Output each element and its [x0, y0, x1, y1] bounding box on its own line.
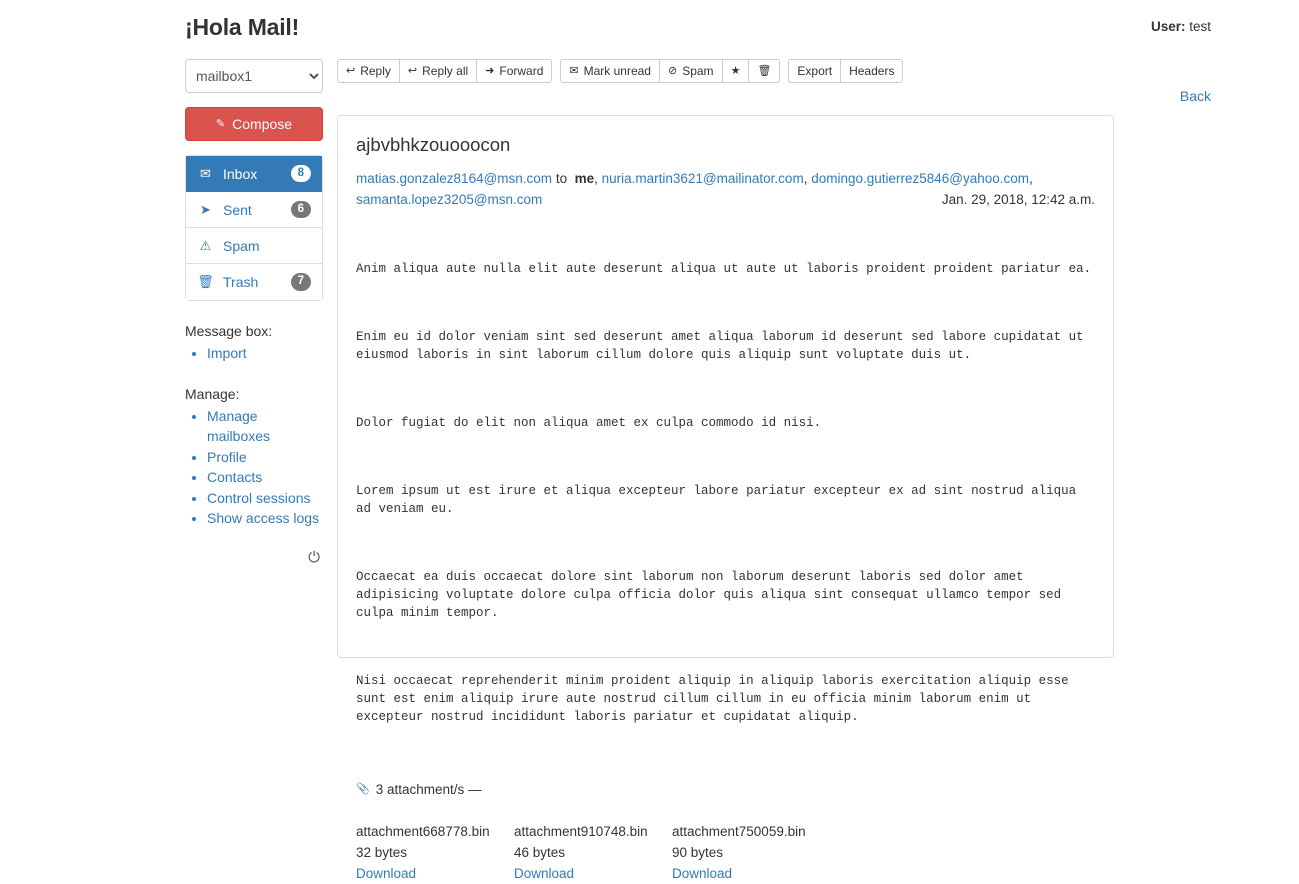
attachment-size: 32 bytes [356, 845, 408, 860]
logout-row [185, 549, 323, 566]
sidebar-item-trash[interactable] [186, 264, 322, 300]
download-link[interactable]: Download [356, 866, 417, 881]
forward-button[interactable] [476, 59, 552, 83]
sender-address[interactable]: matias.gonzalez8164@msn.com [356, 171, 553, 186]
sidebar-item-label: Inbox [223, 165, 258, 182]
back-link[interactable]: Back [1179, 88, 1211, 104]
link-manage-mailboxes[interactable]: Manage mailboxes [207, 407, 271, 444]
status-badge: 8 [291, 165, 311, 183]
delete-button[interactable] [748, 59, 780, 83]
attachments-list [356, 821, 1095, 884]
sidebar-nav [185, 155, 323, 301]
flag-button-group [560, 59, 780, 83]
message-recipients: matias.gonzalez8164@msn.com to me, nuria.martin3621@mailinator.com, domingo.gutierrez5846@yahoo.com, samanta.lopez3205@msn.com Jan. 29, 2018, 12:42 a.m. [356, 168, 1095, 210]
attachment-name: attachment668778.bin [356, 824, 490, 839]
forward-label: Forward [499, 64, 544, 78]
attachments-summary [356, 782, 1095, 797]
manage-title: Manage: [185, 385, 240, 402]
sidebar-item-spam[interactable] [186, 228, 322, 264]
reply-button[interactable] [337, 59, 400, 83]
link-profile[interactable]: Profile [207, 448, 247, 465]
reply-button-group [337, 59, 552, 83]
attachment-name: attachment750059.bin [672, 824, 806, 839]
reply-all-label: Reply all [422, 64, 469, 78]
export-label: Export [797, 64, 833, 78]
message-date: Jan. 29, 2018, 12:42 a.m. [941, 192, 1095, 207]
sidebar-item-label: Trash [223, 274, 259, 290]
to-label: to [555, 171, 568, 186]
send-icon: ➤ [200, 201, 211, 217]
warning-icon: ⚠ [199, 237, 212, 253]
sidebar-item-inbox[interactable] [186, 156, 322, 192]
mark-unread-button[interactable] [560, 59, 660, 83]
forward-icon: ➜ [485, 64, 495, 77]
list-item [207, 447, 323, 468]
headers-label: Headers [849, 64, 895, 78]
extra-button-group [788, 59, 903, 83]
recipient-address[interactable]: samanta.lopez3205@msn.com [356, 192, 543, 207]
paperclip-icon: 📎 [356, 783, 370, 795]
reply-all-button[interactable] [399, 59, 477, 83]
message-box-title: Message box: [185, 323, 273, 339]
link-contacts[interactable]: Contacts [207, 469, 263, 485]
reply-label: Reply [360, 64, 391, 78]
message-panel [337, 115, 1114, 881]
body-paragraph: Dolor fugiat do elit non aliqua amet ex culpa commodo id nisi. [356, 416, 822, 430]
list-item [207, 488, 323, 509]
sidebar-item-label: Spam [223, 237, 260, 254]
spam-button[interactable] [659, 59, 723, 83]
body-paragraph: Enim eu id dolor veniam sint sed deserunt amet aliqua laborum id deserunt sed labore cupidatat ut eiusmod laboris in sint laborum cillum dolore quis aliquip sunt voluptate duis ut. [356, 330, 1092, 362]
link-control-sessions[interactable]: Control sessions [207, 489, 311, 506]
envelope-icon: ✉ [569, 64, 579, 77]
list-item [514, 821, 672, 884]
attachments-summary-label: 3 attachment/s — [375, 782, 482, 797]
body-paragraph: Nisi occaecat reprehenderit minim proident aliquip in aliquip laboris exercitation aliquip esse sunt est enim aliquip irure aute nostrud cillum cillum in eu officia minim laborum enim ut excepteur nostrud incididunt laboris pariatur et cupidatat aliquip. [356, 674, 1077, 724]
user-label: User: [1150, 19, 1186, 34]
star-icon: ★ [730, 64, 741, 77]
user-name: test [1189, 19, 1211, 34]
export-button[interactable] [788, 59, 841, 83]
user-info [1151, 19, 1211, 34]
star-button[interactable] [722, 59, 750, 83]
page-title: ¡Hola Mail! [185, 14, 300, 40]
headers-button[interactable] [840, 59, 903, 83]
attachment-size: 90 bytes [672, 845, 724, 860]
status-badge: 6 [291, 201, 311, 219]
link-show-access-logs[interactable]: Show access logs [207, 510, 320, 526]
power-icon[interactable]: ⏻ [308, 548, 320, 566]
spam-label: Spam [682, 64, 714, 78]
mark-unread-label: Mark unread [583, 64, 651, 78]
list-item [672, 821, 830, 884]
attachment-name: attachment910748.bin [514, 824, 648, 839]
compose-button[interactable] [185, 107, 323, 141]
list-item [207, 467, 323, 488]
manage-links [185, 406, 323, 529]
mailbox-select[interactable] [185, 59, 323, 93]
inbox-icon: ✉ [200, 165, 211, 181]
recipient-address[interactable]: nuria.martin3621@mailinator.com [601, 171, 804, 186]
body-paragraph: Occaecat ea duis occaecat dolore sint laborum non laborum deserunt laboris sed dolor amet adipisicing voluptate dolore culpa officia dolor quis aliqua sint consequat ullamco tempor sed culpa minim tempor. [356, 570, 1069, 620]
message-box-links [185, 343, 323, 364]
list-item [356, 821, 514, 884]
manage-section [185, 386, 323, 529]
compose-label: Compose [232, 116, 293, 132]
link-import[interactable]: Import [207, 345, 247, 361]
download-link[interactable]: Download [514, 866, 575, 881]
download-link[interactable]: Download [672, 866, 733, 881]
sidebar-item-sent[interactable] [186, 192, 322, 228]
list-item [207, 508, 323, 529]
message-box-section [185, 323, 323, 364]
trash-icon: 🗑 [757, 64, 772, 77]
recipient-address[interactable]: domingo.gutierrez5846@yahoo.com [811, 171, 1030, 186]
message-toolbar [337, 59, 903, 83]
trash-icon: 🗑 [197, 274, 214, 289]
sidebar-item-label: Sent [223, 201, 252, 218]
reply-icon: ↩ [346, 64, 356, 77]
sidebar [185, 59, 323, 566]
body-paragraph: Anim aliqua aute nulla elit aute deserunt aliqua ut aute ut laboris proident proident pariatur ea. [356, 262, 1092, 276]
ban-icon: ⊘ [667, 64, 678, 77]
attachment-size: 46 bytes [514, 845, 566, 860]
reply-all-icon: ↩ [407, 64, 418, 77]
compose-icon: ✎ [215, 117, 226, 130]
list-item [207, 343, 323, 364]
recipient-me: me [574, 171, 595, 186]
list-item [207, 406, 323, 447]
status-badge: 7 [291, 273, 311, 291]
message-body [356, 224, 1095, 776]
message-subject: ajbvbhkzouooocon [356, 134, 511, 155]
body-paragraph: Lorem ipsum ut est irure et aliqua excepteur labore pariatur excepteur ex ad sint nostrud aliqua ad veniam eu. [356, 484, 1084, 516]
